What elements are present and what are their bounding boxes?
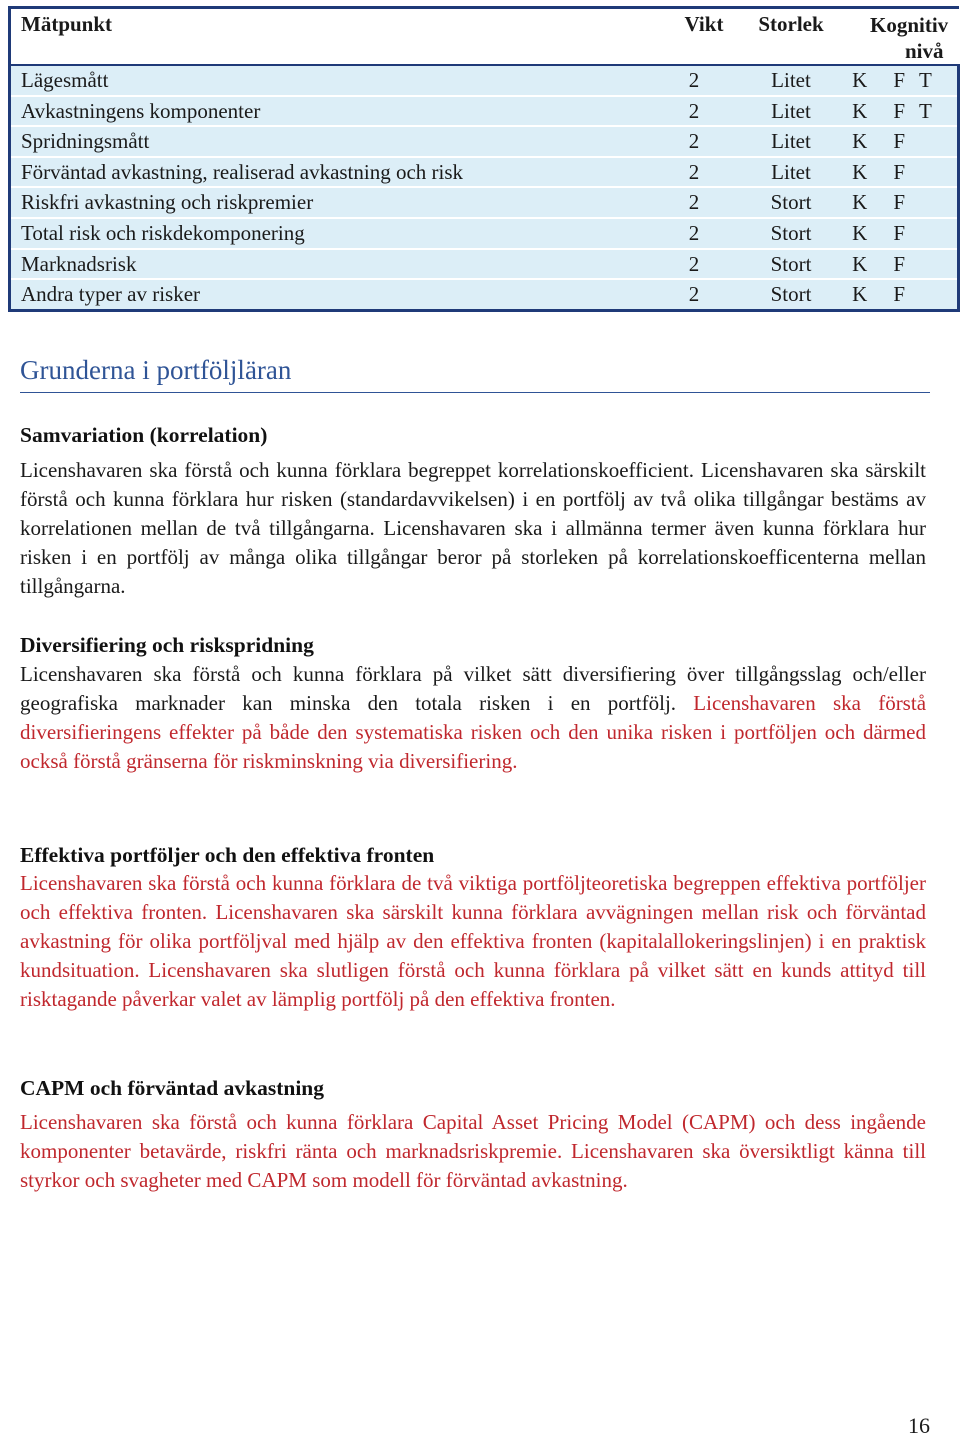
cell-vikt: 2: [688, 98, 700, 123]
cell-storlek: Stort: [770, 251, 812, 276]
text-diversifiering-red: Licenshavaren ska förstå diversifieringens effekter på både den systematiska risken och den unika risken i portföljen och därmed också förstå gränserna för riskminskning via diversifiering.: [20, 691, 927, 773]
heading-capm: CAPM och förväntad avkastning: [20, 1076, 325, 1100]
cell-vikt: 2: [688, 282, 700, 307]
cell-storlek: Stort: [770, 190, 812, 215]
table-row: [10, 157, 959, 188]
cell-k: K: [852, 190, 868, 215]
heading-samvariation: Samvariation (korrelation): [20, 423, 268, 447]
cell-f: F: [893, 159, 906, 184]
cell-f: F: [893, 282, 906, 307]
cell-t: [919, 157, 959, 188]
table-row: [10, 279, 959, 310]
cell-t: T: [919, 65, 959, 96]
cell-vikt: 2: [688, 68, 700, 92]
cell-matpunkt: Andra typer av risker: [10, 279, 647, 310]
cell-t: [919, 187, 959, 218]
cell-vikt: 2: [688, 190, 700, 215]
cell-k: K: [852, 251, 868, 276]
cell-f: F: [893, 98, 906, 123]
cell-f: F: [893, 68, 906, 92]
cell-matpunkt: Spridningsmått: [10, 126, 647, 157]
text-diversifiering-black: Licenshavaren ska förstå och kunna förklara på vilket sätt diversifiering över tillgångsslag och/eller geografiska marknader kan minska den totala risken i en portfölj.: [20, 662, 926, 715]
heading-diversifiering: Diversifiering och riskspridning: [20, 633, 314, 657]
table-row: [10, 65, 959, 96]
cell-vikt: 2: [688, 251, 700, 276]
cell-f: F: [893, 220, 906, 245]
cell-matpunkt: Marknadsrisk: [10, 249, 647, 280]
paragraph-samvariation: [20, 456, 926, 601]
header-storlek: Storlek: [742, 8, 840, 66]
header-niva: nivå: [904, 39, 944, 63]
table-row: [10, 218, 959, 249]
cell-t: [919, 126, 959, 157]
cell-f: F: [893, 190, 906, 215]
cell-k: K: [852, 98, 868, 123]
section-title: Grunderna i portföljläran: [20, 352, 930, 393]
paragraph-capm: [20, 1108, 926, 1195]
cell-storlek: Litet: [771, 98, 811, 123]
cell-k: K: [852, 68, 868, 92]
table-row: [10, 187, 959, 218]
page-number: 16: [908, 1413, 930, 1438]
cell-matpunkt: Riskfri avkastning och riskpremier: [10, 187, 647, 218]
header-kognitiv-niva: [840, 8, 959, 66]
cell-storlek: Litet: [771, 129, 811, 154]
header-matpunkt: Mätpunkt: [10, 8, 647, 66]
cell-k: K: [852, 282, 868, 307]
table-row: [10, 96, 959, 127]
cell-storlek: Litet: [771, 68, 811, 92]
cell-vikt: 2: [688, 129, 700, 154]
table-row: [10, 249, 959, 280]
cell-matpunkt: Avkastningens komponenter: [10, 96, 647, 127]
cell-k: K: [852, 159, 868, 184]
cell-t: [919, 279, 959, 310]
cell-t: [919, 249, 959, 280]
cell-k: K: [852, 220, 868, 245]
header-kognitiv: Kognitiv: [870, 13, 949, 37]
header-vikt: Vikt: [646, 8, 742, 66]
cell-k: K: [852, 129, 868, 154]
matpunkt-table: [8, 6, 960, 312]
text-samvariation: Licenshavaren ska förstå och kunna förklara begreppet korrelationskoefficient. Licenshavaren ska särskilt förstå och kunna förklara hur risken (standardavvikelsen) i en portfölj av två olika tillgångar bestäms av korrelationen mellan de två tillgångarna. Licenshavaren ska i allmänna termer även kunna förklara hur risken i en portfölj av många olika tillgångar beror på storleken på korrelationskoefficenterna mellan tillgångarna.: [20, 458, 926, 598]
cell-t: T: [919, 96, 959, 127]
cell-f: F: [893, 129, 906, 154]
cell-storlek: Stort: [770, 282, 812, 307]
table-header-row: [10, 8, 959, 66]
cell-t: [919, 218, 959, 249]
text-effektiva: Licenshavaren ska förstå och kunna förklara de två viktiga portföljteoretiska begreppen effektiva portföljer och effektiva fronten. Licenshavaren ska särskilt kunna förklara avvägningen mellan risk och förväntad avkastning för olika portföljval med hjälp av den effektiva fronten (kapitalallokeringslinjen) i en praktisk kundsituation. Licenshavaren ska slutligen förstå och kunna förklara på vilket sätt en kunds attityd till risktagande påverkar valet av lämplig portfölj på den effektiva fronten.: [20, 871, 926, 1011]
heading-effektiva: Effektiva portföljer och den effektiva fronten: [20, 843, 435, 867]
paragraph-effektiva: [20, 869, 926, 1014]
cell-vikt: 2: [688, 220, 700, 245]
cell-storlek: Litet: [771, 159, 811, 184]
cell-matpunkt: Förväntad avkastning, realiserad avkastning och risk: [10, 157, 647, 188]
cell-f: F: [893, 251, 906, 276]
text-capm: Licenshavaren ska förstå och kunna förklara Capital Asset Pricing Model (CAPM) och dess ingående komponenter betavärde, riskfri ränta och marknadsriskpremie. Licenshavaren ska översiktligt känna till styrkor och svagheter med CAPM som modell för förväntad avkastning.: [20, 1110, 926, 1192]
cell-matpunkt: Total risk och riskdekomponering: [10, 218, 647, 249]
table-row: [10, 126, 959, 157]
paragraph-diversifiering: [20, 660, 926, 776]
cell-vikt: 2: [688, 159, 700, 184]
cell-storlek: Stort: [770, 220, 812, 245]
cell-matpunkt: Lägesmått: [10, 65, 647, 96]
